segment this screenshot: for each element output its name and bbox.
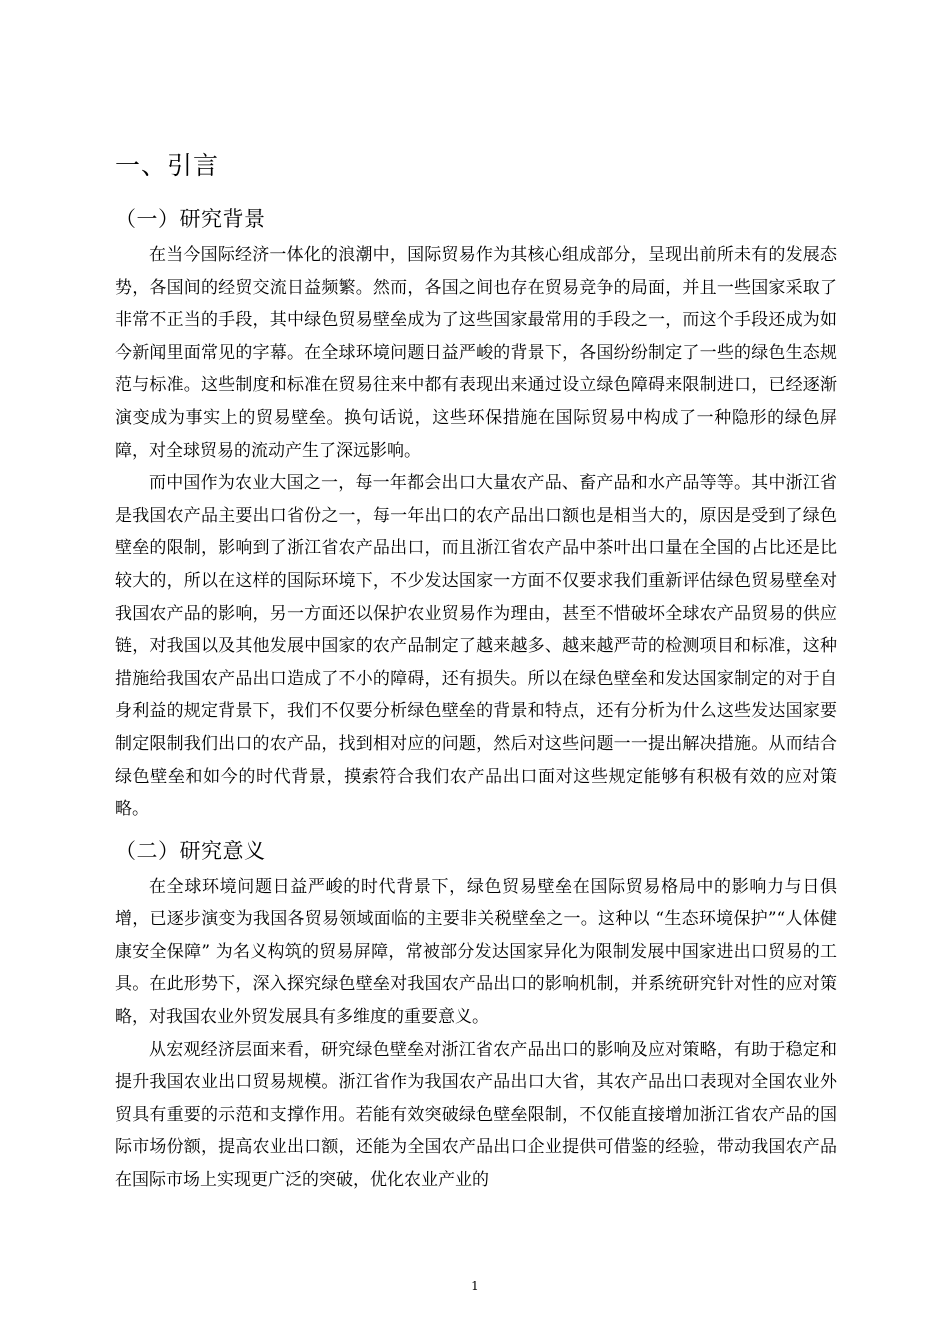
- paragraph: 而中国作为农业大国之一，每一年都会出口大量农产品、畜产品和水产品等等。其中浙江省是我国农产品主要出口省份之一，每一年出口的农产品出口额也是相当大的，原因是受到了绿色壁垒的限制，影响到了浙江省农产品出口，而且浙江省农产品中茶叶出口量在全国的占比还是比较大的，所以在这样的国际环境下，不少发达国家一方面不仅要求我们重新评估绿色贸易壁垒对我国农产品的影响，另一方面还以保护农业贸易作为理由，甚至不惜破坏全球农产品贸易的供应链，对我国以及其他发展中国家的农产品制定了越来越多、越来越严苛的检测项目和标准，这种措施给我国农产品出口造成了不小的障碍，还有损失。所以在绿色壁垒和发达国家制定的对于自身利益的规定背景下，我们不仅要分析绿色壁垒的背景和特点，还有分析为什么这些发达国家要制定限制我们出口的农产品，找到相对应的问题，然后对这些问题一一提出解决措施。从而结合绿色壁垒和如今的时代背景，摸索符合我们农产品出口面对这些规定能够有积极有效的应对策略。: [115, 473, 837, 820]
- paragraph: 从宏观经济层面来看，研究绿色壁垒对浙江省农产品出口的影响及应对策略，有助于稳定和提升我国农业出口贸易规模。浙江省作为我国农产品出口大省，其农产品出口表现对全国农业外贸具有重要的示范和支撑作用。若能有效突破绿色壁垒限制，不仅能直接增加浙江省农产品的国际市场份额，提高农业出口额，还能为全国农产品出口企业提供可借鉴的经验，带动我国农产品在国际市场上实现更广泛的突破，优化农业产业的: [115, 1039, 837, 1191]
- paragraph: 在全球环境问题日益严峻的时代背景下，绿色贸易壁垒在国际贸易格局中的影响力与日俱增，已逐步演变为我国各贸易领域面临的主要非关税壁垒之一。这种以 “生态环境保护”“人体健康安全保障” 为名义构筑的贸易屏障，常被部分发达国家异化为限制发展中国家进出口贸易的工具。在此形势下，深入探究绿色壁垒对我国农产品出口的影响机制，并系统研究针对性的应对策略，对我国农业外贸发展具有多维度的重要意义。: [115, 876, 837, 1028]
- chapter-heading: 一、引言: [115, 151, 220, 180]
- section-heading-significance: （二）研究意义: [115, 838, 266, 863]
- document-body: [115, 148, 837, 1197]
- paragraph: 在当今国际经济一体化的浪潮中，国际贸易作为其核心组成部分，呈现出前所未有的发展态势，各国间的经贸交流日益频繁。然而，各国之间也存在贸易竞争的局面，并且一些国家采取了非常不正当的手段，其中绿色贸易壁垒成为了这些国家最常用的手段之一，而这个手段还成为如今新闻里面常见的字幕。在全球环境问题日益严峻的背景下，各国纷纷制定了一些的绿色生态规范与标准。这些制度和标准在贸易往来中都有表现出来通过设立绿色障碍来限制进口，已经逐渐演变成为事实上的贸易壁垒。换句话说，这些环保措施在国际贸易中构成了一种隐形的绿色屏障，对全球贸易的流动产生了深远影响。: [115, 245, 837, 461]
- section-heading-background: （一）研究背景: [115, 207, 266, 231]
- page-number: 1: [471, 1279, 479, 1293]
